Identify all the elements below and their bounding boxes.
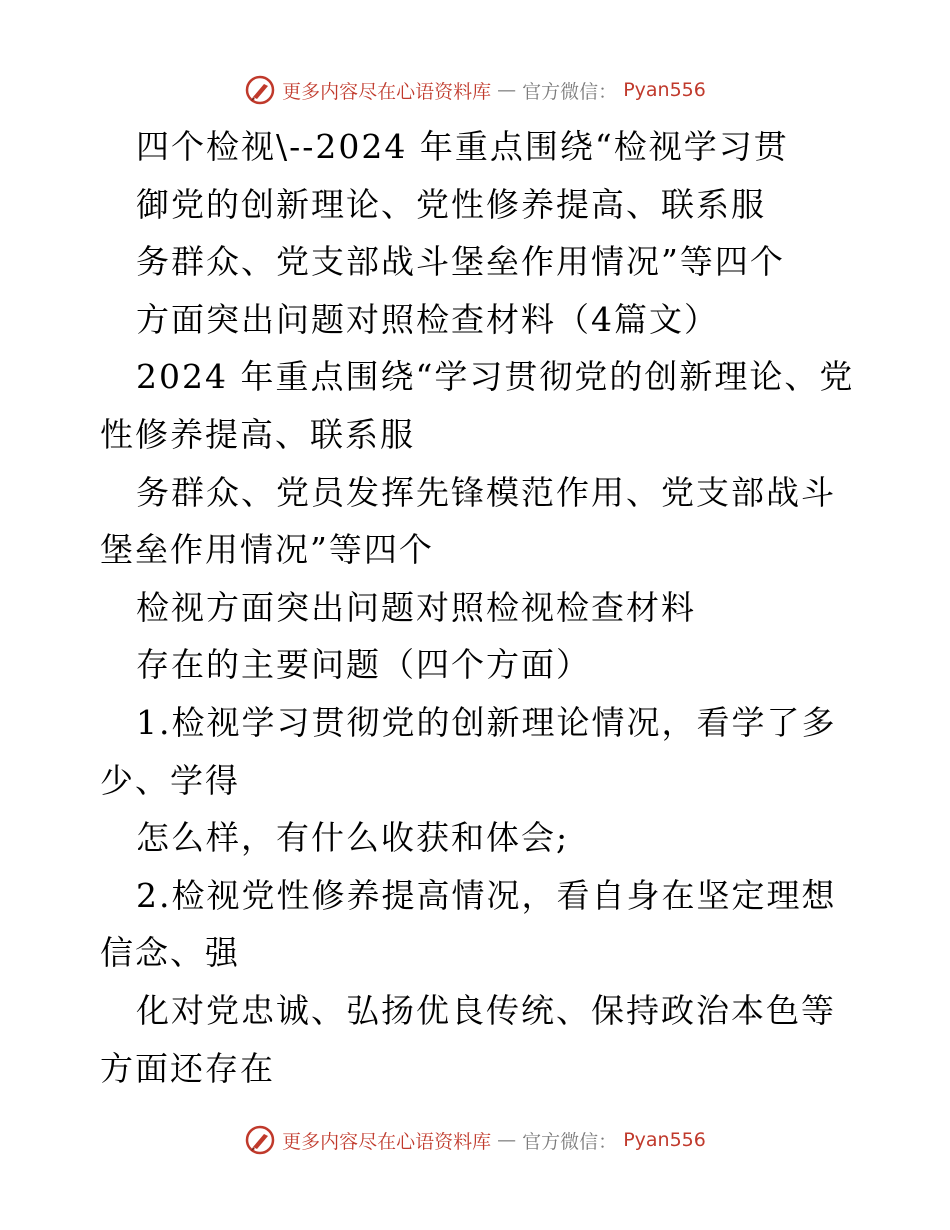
banner-wechat-account: Pyan556 (623, 1129, 706, 1151)
banner-wechat-label: 官方微信： (522, 1130, 618, 1153)
banner-wechat-label: 官方微信： (522, 80, 618, 103)
paragraph-7: 检视方面突出问题对照检视检查材料 (136, 587, 696, 627)
paragraph-3: 务群众、党支部战斗堡垒作用情况”等四个 (136, 242, 785, 282)
paragraph-11: 2.检视党性修养提高情况，看自身在坚定理想信念、强 (100, 875, 837, 973)
header-watermark-banner (0, 70, 950, 110)
paragraph-1: 四个检视\--2024 年重点围绕“检视学习贯 (136, 127, 789, 166)
paragraph-4: 方面突出问题对照检查材料（4篇文） (136, 299, 719, 339)
banner-brand-text: 更多内容尽在心语资料库 (282, 1130, 492, 1153)
quill-pen-logo-icon (244, 74, 276, 106)
document-body (100, 118, 860, 1097)
paragraph-12: 化对党忠诚、弘扬优良传统、保持政治本色等方面还存在 (100, 990, 836, 1088)
quill-pen-logo-icon (244, 1124, 276, 1156)
footer-watermark-banner (0, 1120, 950, 1160)
paragraph-8: 存在的主要问题（四个方面） (136, 645, 591, 685)
paragraph-10: 怎么样，有什么收获和体会; (136, 818, 570, 858)
banner-brand-text: 更多内容尽在心语资料库 (282, 80, 492, 103)
paragraph-6: 务群众、党员发挥先锋模范作用、党支部战斗堡垒作用情况”等四个 (100, 472, 836, 570)
paragraph-5: 2024 年重点围绕“学习贯彻党的创新理论、党性修养提高、联系服 (100, 357, 855, 454)
banner-dash: — (497, 79, 517, 101)
paragraph-2: 御党的创新理论、党性修养提高、联系服 (136, 184, 766, 224)
paragraph-9: 1.检视学习贯彻党的创新理论情况，看学了多少、学得 (100, 702, 837, 800)
banner-wechat-account: Pyan556 (623, 79, 706, 101)
banner-dash: — (497, 1129, 517, 1151)
